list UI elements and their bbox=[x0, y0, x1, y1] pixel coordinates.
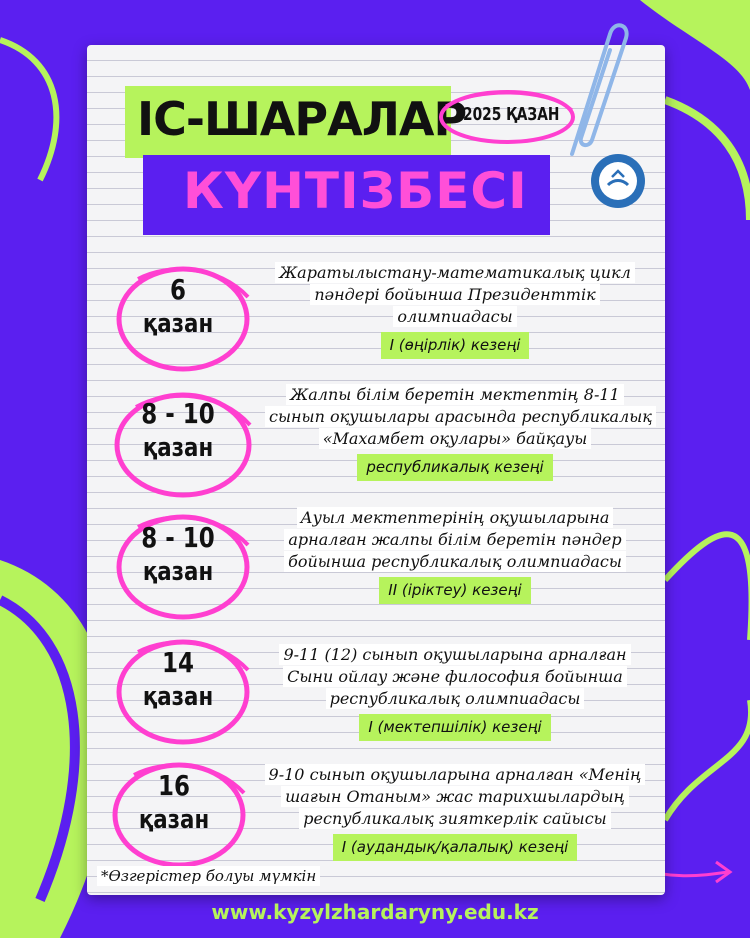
event-month: қазан bbox=[142, 309, 214, 339]
title-line-2 bbox=[143, 155, 550, 235]
event-line: республикалық олимпиадасы bbox=[326, 688, 585, 709]
event-day: 14 bbox=[162, 646, 194, 679]
event-description bbox=[255, 764, 655, 861]
organization-seal-icon bbox=[590, 153, 646, 209]
event-line: Сыни ойлау және философия бойынша bbox=[283, 666, 627, 687]
title-line-1-text: ІС-ШАРАЛАР bbox=[137, 92, 467, 146]
event-line: Ауыл мектептерінің оқушыларына bbox=[297, 507, 614, 528]
event-line: сынып оқушылары арасында республикалық bbox=[265, 406, 656, 427]
event-description bbox=[265, 384, 652, 481]
event-date bbox=[129, 272, 227, 340]
event-description bbox=[265, 644, 645, 741]
event-date bbox=[125, 768, 223, 836]
footnote: *Өзгерістер болуы мүмкін bbox=[97, 866, 320, 886]
event-month: қазан bbox=[142, 557, 214, 587]
event-month: қазан bbox=[142, 433, 214, 463]
event-line: республикалық зияткерлік сайысы bbox=[299, 808, 610, 829]
event-line: «Махамбет оқулары» байқауы bbox=[319, 428, 592, 449]
website-link[interactable]: www.kyzylzhardaryny.edu.kz bbox=[211, 900, 539, 924]
event-date bbox=[129, 396, 227, 464]
event-month: қазан bbox=[142, 682, 214, 712]
title-line-1 bbox=[125, 86, 467, 158]
event-day: 8 - 10 bbox=[141, 397, 215, 430]
event-day: 16 bbox=[158, 769, 190, 802]
event-line: арналған жалпы білім беретін пәндер bbox=[284, 529, 625, 550]
event-line: Жаратылыстану-математикалық цикл bbox=[275, 262, 635, 283]
event-stage-badge: II (іріктеу) кезеңі bbox=[379, 577, 530, 604]
event-stage-badge: I (аудандық/қалалық) кезеңі bbox=[333, 834, 578, 861]
event-line: 9-10 сынып оқушыларына арналған «Менің bbox=[265, 764, 646, 785]
event-line: шағын Отаным» жас тарихшылардың bbox=[281, 786, 629, 807]
event-line: олимпиадасы bbox=[393, 306, 516, 327]
event-day: 8 - 10 bbox=[141, 521, 215, 554]
title-line-2-text: КҮНТІЗБЕСІ bbox=[183, 162, 528, 220]
event-stage-badge: I (мектепшілік) кезеңі bbox=[359, 714, 550, 741]
event-stage-badge: республикалық кезеңі bbox=[357, 454, 552, 481]
event-date bbox=[129, 520, 227, 588]
period-circle-icon bbox=[436, 86, 578, 148]
event-stage-badge: I (өңірлік) кезеңі bbox=[381, 332, 530, 359]
event-line: Жалпы білім беретін мектептің 8-11 bbox=[286, 384, 623, 405]
event-line: бойынша республикалық олимпиадасы bbox=[284, 551, 626, 572]
event-line: пәндері бойынша Президенттік bbox=[310, 284, 599, 305]
event-description bbox=[270, 507, 640, 604]
period-label: 2025 ҚАЗАН bbox=[463, 104, 560, 125]
event-description bbox=[270, 262, 640, 359]
event-day: 6 bbox=[170, 273, 186, 306]
event-line: 9-11 (12) сынып оқушыларына арналған bbox=[279, 644, 630, 665]
event-month: қазан bbox=[138, 805, 210, 835]
event-date bbox=[129, 645, 227, 713]
